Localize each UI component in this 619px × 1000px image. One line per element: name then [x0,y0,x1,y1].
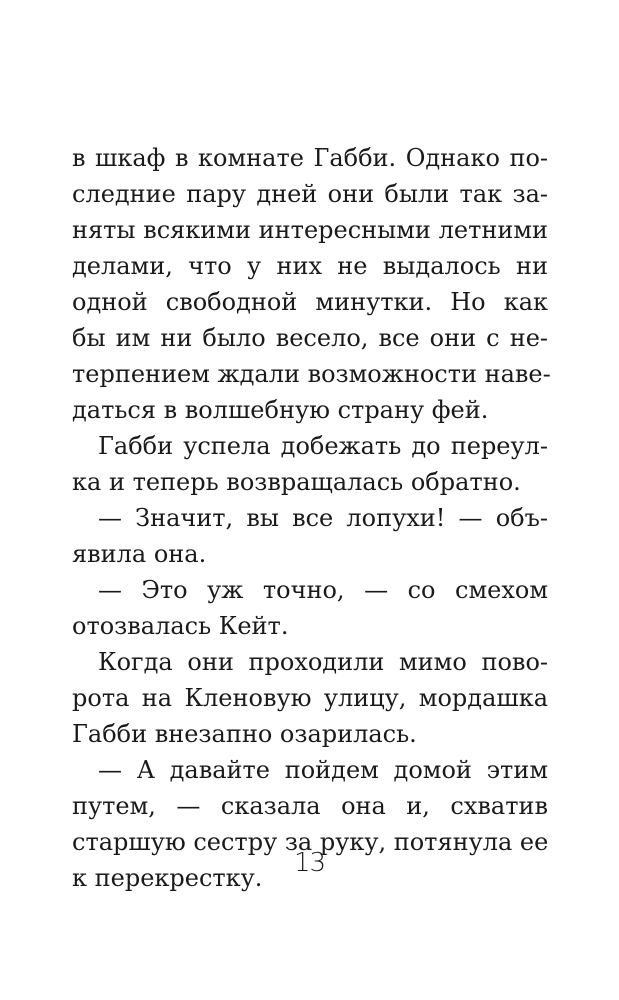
text-line: старшую сестру за руку, потянула ее [72,828,549,856]
text-line: — А давайте пойдем домой этим [98,756,548,784]
text-line: явила она. [72,540,207,568]
page-number: 13 [293,848,326,878]
text-line: ка и теперь возвращалась обратно. [72,468,521,496]
text-line: терпением ждали возможности наве- [72,360,551,388]
text-line: Габби успела добежать до переул- [98,432,548,460]
text-line: путем, — сказала она и, схватив [72,792,548,820]
text-line: рота на Кленовую улицу, мордашка [72,684,548,712]
text-line: в шкаф в комнате Габби. Однако по- [72,144,548,172]
paragraph-5 [72,644,548,752]
text-line: бы им ни было весело, все они с не- [72,324,548,352]
text-line: Когда они проходили мимо пово- [98,648,548,676]
text-line: Габби внезапно озарилась. [72,720,417,748]
text-line: отозвалась Кейт. [72,612,289,640]
body-text [72,140,551,896]
paragraph-1 [72,140,551,428]
text-line: к перекрестку. [72,864,263,892]
text-line: одной свободной минутки. Но как [72,288,548,316]
text-line: даться в волшебную страну фей. [72,396,489,424]
paragraph-3 [72,500,548,572]
text-line: — Это уж точно, — со смехом [98,576,548,604]
text-line: делами, что у них не выдалось ни [72,252,548,280]
paragraph-2 [72,428,548,500]
text-line: следние пару дней они были так за- [72,180,548,208]
paragraph-4 [72,572,548,644]
text-line: няты всякими интересными летними [72,216,548,244]
text-line: — Значит, вы все лопухи! — объ- [98,504,548,532]
